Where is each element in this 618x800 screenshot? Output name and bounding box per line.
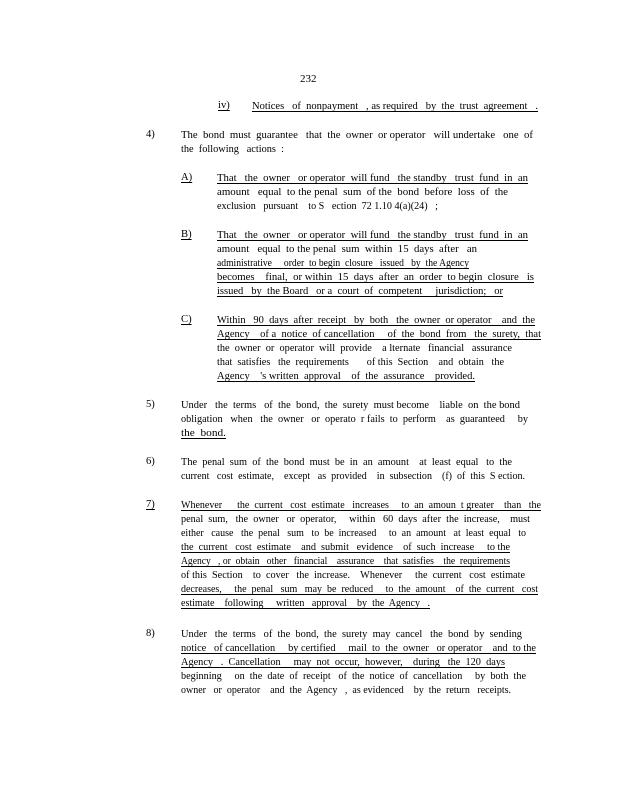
page-number: 232 [300, 73, 317, 85]
item-4b-line: issued by the Board or a court of competent jurisdiction; or [217, 286, 503, 297]
item-7-line: decreases, the penal sum may be reduced to the amount of the current cost [181, 584, 538, 595]
item-4c-marker: C) [181, 314, 192, 325]
item-8-marker: 8) [146, 628, 155, 639]
item-5-line: Under the terms of the bond, the surety must become liable on the bond [181, 400, 520, 411]
item-7-line: estimate following written approval by the Agency . [181, 598, 430, 609]
item-7-marker: 7) [146, 499, 155, 510]
item-iv-marker: iv) [218, 100, 230, 111]
item-7-line: either cause the penal sum to be increased to an amount at least equal to [181, 528, 526, 539]
item-8-line: owner or operator and the Agency , as evidenced by the return receipts. [181, 685, 511, 696]
item-4b-line: becomes final, or within 15 days after an order to begin closure is [217, 272, 534, 283]
item-5-line: the bond. [181, 428, 226, 439]
item-4c-line: Agency 's written approval of the assurance provided. [217, 371, 475, 382]
item-8-line: beginning on the date of receipt of the notice of cancellation by both the [181, 671, 526, 682]
item-7-line: Whenever the current cost estimate increases to an amoun t greater than the [181, 500, 541, 511]
item-5-line: obligation when the owner or operato r fails to perform as guaranteed by [181, 414, 528, 425]
item-6-marker: 6) [146, 456, 155, 467]
item-4b-marker: B) [181, 229, 192, 240]
item-4c-line: that satisfies the requirements of this Section and obtain the [217, 357, 504, 368]
item-4c-line: Agency of a notice of cancellation of the bond from the surety, that [217, 329, 541, 340]
item-7-line: the current cost estimate and submit evidence of such increase to the [181, 542, 510, 553]
item-4c-line: the owner or operator will provide a lternate financial assurance [217, 343, 512, 354]
item-4-line: the following actions : [181, 144, 284, 155]
item-4-marker: 4) [146, 129, 155, 140]
item-iv-text: Notices of nonpayment , as required by the trust agreement . [252, 101, 538, 112]
item-4a-marker: A) [181, 172, 193, 183]
item-6-line: current cost estimate, except as provided in subsection (f) of this S ection. [181, 471, 525, 482]
item-5-marker: 5) [146, 399, 155, 410]
item-4b-line: That the owner or operator will fund the standby trust fund in an [217, 230, 528, 241]
item-8-line: Agency . Cancellation may not occur, however, during the 120 days [181, 657, 505, 668]
item-7-line: of this Section to cover the increase. Whenever the current cost estimate [181, 570, 525, 581]
item-7-line: penal sum, the owner or operator, within 60 days after the increase, must [181, 514, 530, 525]
item-4a-line: exclusion pursuant to S ection 72 1.10 4(a)(24) ; [217, 201, 438, 212]
item-6-line: The penal sum of the bond must be in an amount at least equal to the [181, 457, 512, 468]
item-4a-line: amount equal to the penal sum of the bond before loss of the [217, 187, 508, 198]
item-7-line: Agency , or obtain other financial assurance that satisfies the requirements [181, 556, 510, 567]
item-4a-line: That the owner or operator will fund the standby trust fund in an [217, 173, 528, 184]
item-4c-line: Within 90 days after receipt by both the owner or operator and the [217, 315, 535, 326]
item-4b-line: amount equal to the penal sum within 15 days after an [217, 244, 477, 255]
item-8-line: Under the terms of the bond, the surety may cancel the bond by sending [181, 629, 522, 640]
item-8-line: notice of cancellation by certified mail to the owner or operator and to the [181, 643, 536, 654]
item-4-line: The bond must guarantee that the owner or operator will undertake one of [181, 130, 533, 141]
item-4b-line: administrative order to begin closure issued by the Agency [217, 258, 469, 269]
